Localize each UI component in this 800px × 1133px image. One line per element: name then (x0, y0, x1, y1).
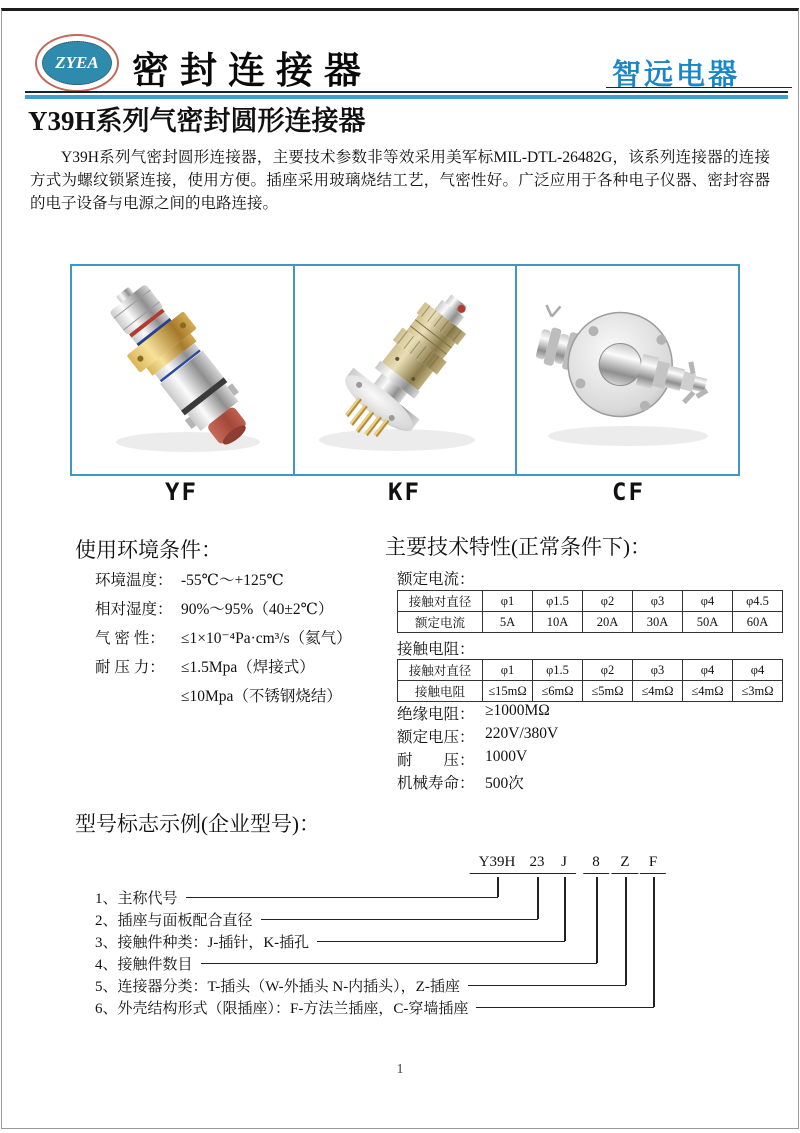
header-rule-dark (25, 91, 788, 93)
contact-resistance-table (397, 659, 783, 702)
model-item-4 (95, 954, 597, 972)
spec-value: ≥1000MΩ (485, 702, 550, 719)
env-value: ≤1.5Mpa（焊接式） (181, 659, 315, 676)
model-code-contact-type: J (552, 854, 576, 874)
spec-label: 额定电压： (397, 729, 475, 746)
table-row (398, 660, 783, 681)
env-label: 环境温度： (95, 572, 173, 589)
spec-label: 耐 压： (397, 752, 475, 769)
model-item-text: 2、插座与面板配合直径 (95, 912, 253, 929)
brand-name: 智远电器 (612, 59, 741, 91)
table-row (398, 612, 783, 633)
spec-value: 1000V (485, 748, 528, 765)
env-value: ≤1×10⁻⁴Pa·cm³/s（氦气） (181, 630, 352, 647)
spec-insulation (397, 702, 550, 724)
env-row-airtightness (95, 626, 352, 648)
model-item-text: 1、主称代号 (95, 890, 178, 907)
photo-cell-cf (515, 264, 740, 476)
cell: 5A (483, 612, 533, 633)
product-label-yf: YF (165, 478, 198, 506)
photo-cell-kf (293, 264, 518, 476)
cell: 30A (633, 612, 683, 633)
env-label: 相对湿度： (95, 601, 173, 618)
model-item-1 (95, 888, 498, 906)
model-item-6 (95, 998, 654, 1016)
leader-line (186, 897, 498, 898)
cell: ≤4mΩ (683, 681, 733, 702)
model-code-shell: F (640, 854, 666, 874)
rated-current-label: 额定电流： (397, 571, 475, 588)
env-label: 耐 压 力： (95, 659, 165, 676)
cell: ≤15mΩ (483, 681, 533, 702)
spec-label: 机械寿命： (397, 775, 475, 792)
brand-underline (606, 87, 792, 88)
connector-photo-yf (78, 270, 286, 470)
connector-line (596, 877, 598, 963)
cell: 接触对直径 (398, 591, 483, 612)
spec-mechanical-life (397, 771, 524, 793)
product-label-cf: CF (612, 478, 645, 506)
leader-line (476, 1007, 654, 1008)
cell: 10A (533, 612, 583, 633)
environment-heading: 使用环境条件： (75, 538, 222, 562)
connector-line (653, 877, 655, 1007)
model-code-category: Z (611, 854, 638, 874)
cell: φ4 (683, 591, 733, 612)
spec-withstand-voltage (397, 748, 527, 770)
env-label (95, 684, 181, 706)
product-label-kf: KF (388, 478, 421, 506)
model-item-3 (95, 932, 565, 950)
model-item-text: 3、接触件种类：J-插针，K-插孔 (95, 934, 310, 951)
cell: φ4 (733, 660, 783, 681)
cell: φ2 (583, 660, 633, 681)
env-row-pressure (95, 655, 315, 677)
cell: φ2 (583, 591, 633, 612)
spec-label: 绝缘电阻： (397, 706, 475, 723)
product-photo-row (70, 264, 740, 476)
cell: ≤5mΩ (583, 681, 633, 702)
spec-value: 500次 (485, 775, 524, 792)
intro-paragraph: Y39H系列气密封圆形连接器，主要技术参数非等效采用美军标MIL-DTL-26482G，该系列连接器的连接方式为螺纹锁紧连接，使用方便。插座采用玻璃烧结工艺，气密性好。广泛应用于各种电子仪器、密封容器的电子设备与电源之间的电路连接。 (30, 149, 770, 212)
cell: φ4.5 (733, 591, 783, 612)
model-item-text: 4、接触件数目 (95, 956, 193, 973)
env-value: -55℃～+125℃ (181, 572, 284, 589)
logo-text: ZYEA (42, 41, 112, 85)
model-code-contact-count: 8 (583, 854, 609, 874)
document-title: 密封连接器 (132, 50, 372, 91)
model-code-diameter: 23 (521, 854, 554, 874)
env-value: 90%～95%（40±2℃） (181, 601, 334, 618)
cell: φ1 (483, 591, 533, 612)
leader-line (201, 963, 597, 964)
cell: φ3 (633, 591, 683, 612)
table-row (398, 591, 783, 612)
tech-heading: 主要技术特性(正常条件下)： (385, 535, 651, 559)
cell: 20A (583, 612, 633, 633)
rated-current-table (397, 590, 783, 633)
model-item-5 (95, 976, 626, 994)
leader-line (317, 941, 565, 942)
connector-photo-kf (301, 270, 509, 470)
spec-value: 220V/380V (485, 725, 559, 742)
model-item-text: 5、连接器分类：T-插头（W-外插头 N-内插头），Z-插座 (95, 978, 460, 995)
cell: φ1.5 (533, 591, 583, 612)
cell: 60A (733, 612, 783, 633)
leader-line (261, 919, 538, 920)
company-logo (35, 34, 119, 92)
spec-rated-voltage (397, 725, 558, 747)
cell: φ4 (683, 660, 733, 681)
page-number: 1 (396, 1062, 404, 1077)
cell: φ3 (633, 660, 683, 681)
photo-cell-yf (70, 264, 295, 476)
series-title: Y39H系列气密封圆形连接器 (28, 106, 366, 136)
env-row-humidity (95, 597, 333, 619)
env-value: ≤10Mpa（不锈钢烧结） (181, 688, 342, 705)
cell: 额定电流 (398, 612, 483, 633)
contact-resistance-label: 接触电阻： (397, 641, 475, 658)
cell: ≤3mΩ (733, 681, 783, 702)
model-code-series: Y39H (470, 854, 525, 874)
cell: φ1.5 (533, 660, 583, 681)
cell: 接触对直径 (398, 660, 483, 681)
leader-line (468, 985, 626, 986)
model-item-text: 6、外壳结构形式（限插座）：F-方法兰插座，C-穿墙插座 (95, 1000, 469, 1017)
env-row-temperature (95, 568, 284, 590)
connector-photo-cf (524, 270, 732, 470)
cell: 50A (683, 612, 733, 633)
env-row-pressure2 (95, 684, 342, 706)
connector-line (625, 877, 627, 985)
model-item-2 (95, 910, 538, 928)
cell: 接触电阻 (398, 681, 483, 702)
table-row (398, 681, 783, 702)
cell: ≤4mΩ (633, 681, 683, 702)
model-heading: 型号标志示例(企业型号)： (75, 812, 320, 836)
env-label: 气 密 性： (95, 630, 165, 647)
cell: φ1 (483, 660, 533, 681)
cell: ≤6mΩ (533, 681, 583, 702)
